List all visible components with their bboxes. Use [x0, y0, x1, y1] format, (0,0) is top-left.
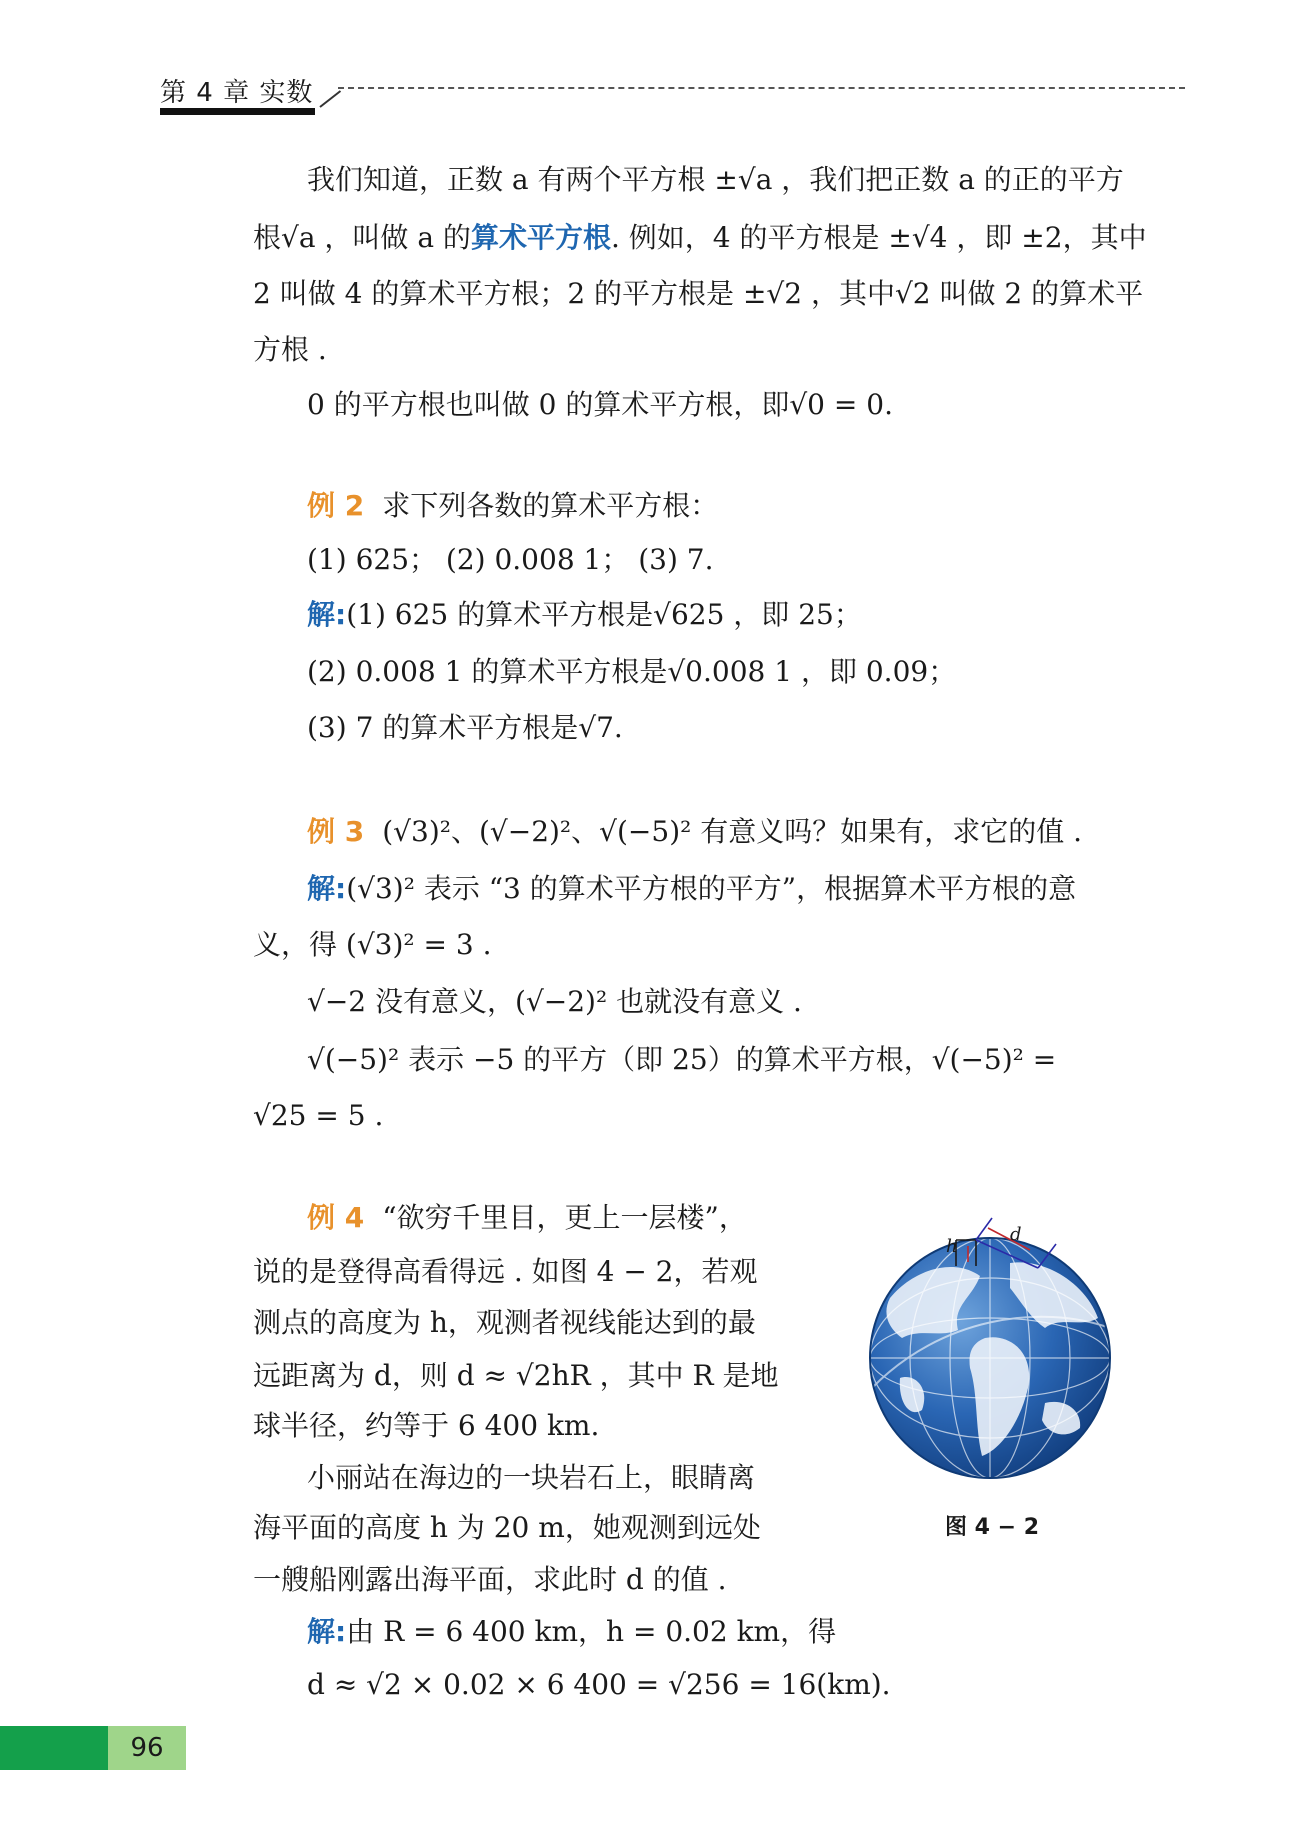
example-4-line: 球半径，约等于 6 400 km. [253, 1409, 600, 1442]
example-label: 例 3 [307, 815, 365, 848]
paragraph-line: 2 叫做 4 的算术平方根；2 的平方根是 ±√2 ，其中√2 叫做 2 的算术平 [253, 277, 1144, 310]
solution-line: d ≈ √2 × 0.02 × 6 400 = √256 = 16(km). [307, 1668, 891, 1701]
paragraph-line: 我们知道，正数 a 有两个平方根 ±√a ，我们把正数 a 的正的平方 [307, 163, 1124, 196]
footer-bar [0, 1726, 108, 1770]
globe-figure [860, 1188, 1120, 1488]
solution-label: 解: [307, 872, 347, 905]
example-4-line: 测点的高度为 h，观测者视线能达到的最 [253, 1306, 756, 1339]
chapter-title: 第 4 章 实数 [160, 78, 314, 108]
example-3-question [307, 812, 1082, 852]
example-4-line: 海平面的高度 h 为 20 m，她观测到远处 [253, 1511, 761, 1544]
example-4-solution [307, 1612, 836, 1652]
example-2-items: (1) 625； (2) 0.008 1； (3) 7. [307, 543, 714, 576]
text-run: 求下列各数的算术平方根： [382, 489, 719, 522]
chapter-header [160, 68, 1185, 112]
solution-line: (3) 7 的算术平方根是√7. [307, 711, 623, 744]
example-4-line: 说的是登得高看得远 . 如图 4 − 2，若观 [253, 1255, 758, 1288]
example-4-line: 小丽站在海边的一块岩石上，眼睛离 [307, 1461, 756, 1494]
example-2-solution [307, 595, 862, 635]
solution-line: (2) 0.008 1 的算术平方根是√0.008 1 ，即 0.09； [307, 655, 957, 688]
paragraph-line [253, 218, 1147, 258]
solution-line: √25 = 5 . [253, 1099, 384, 1132]
text-run: 根√a ，叫做 a 的 [253, 221, 471, 254]
globe-illustration [860, 1188, 1120, 1488]
chapter-dashed-rule [338, 87, 1185, 89]
example-3-solution [307, 869, 1076, 909]
paragraph-line: 方根 . [253, 333, 327, 366]
example-4-line: 远距离为 d，则 d ≈ √2hR ，其中 R 是地 [253, 1359, 779, 1392]
example-4-line [307, 1198, 747, 1238]
paragraph-line: 0 的平方根也叫做 0 的算术平方根，即√0 = 0. [307, 388, 893, 421]
solution-label: 解: [307, 598, 347, 631]
example-label: 例 4 [307, 1201, 365, 1234]
solution-line: 义，得 (√3)² = 3 . [253, 928, 492, 961]
chapter-slash [319, 90, 341, 108]
text-run: (1) 625 的算术平方根是√625 ，即 25； [346, 598, 862, 631]
key-term: 算术平方根 [470, 221, 611, 254]
example-label: 例 2 [307, 489, 365, 522]
figure-caption: 图 4 − 2 [945, 1515, 1040, 1540]
text-run: . 例如，4 的平方根是 ±√4 ，即 ±2，其中 [610, 221, 1147, 254]
label-d: d [1010, 1224, 1022, 1245]
example-2-question [307, 486, 718, 526]
text-run: (√3)² 表示 “3 的算术平方根的平方”，根据算术平方根的意 [346, 872, 1077, 905]
text-run: (√3)²、(√−2)²、√(−5)² 有意义吗？如果有，求它的值 . [382, 815, 1083, 848]
text-run: 由 R = 6 400 km，h = 0.02 km，得 [346, 1615, 837, 1648]
text-run: “欲穷千里目，更上一层楼”， [382, 1201, 747, 1234]
solution-line: √−2 没有意义，(√−2)² 也就没有意义 . [307, 985, 802, 1018]
label-h: h [946, 1236, 958, 1257]
page-number: 96 [130, 1733, 164, 1763]
solution-line: √(−5)² 表示 −5 的平方（即 25）的算术平方根，√(−5)² = [307, 1043, 1057, 1076]
chapter-underline [160, 108, 315, 115]
example-4-line: 一艘船刚露出海平面，求此时 d 的值 . [253, 1563, 727, 1596]
solution-label: 解: [307, 1615, 347, 1648]
